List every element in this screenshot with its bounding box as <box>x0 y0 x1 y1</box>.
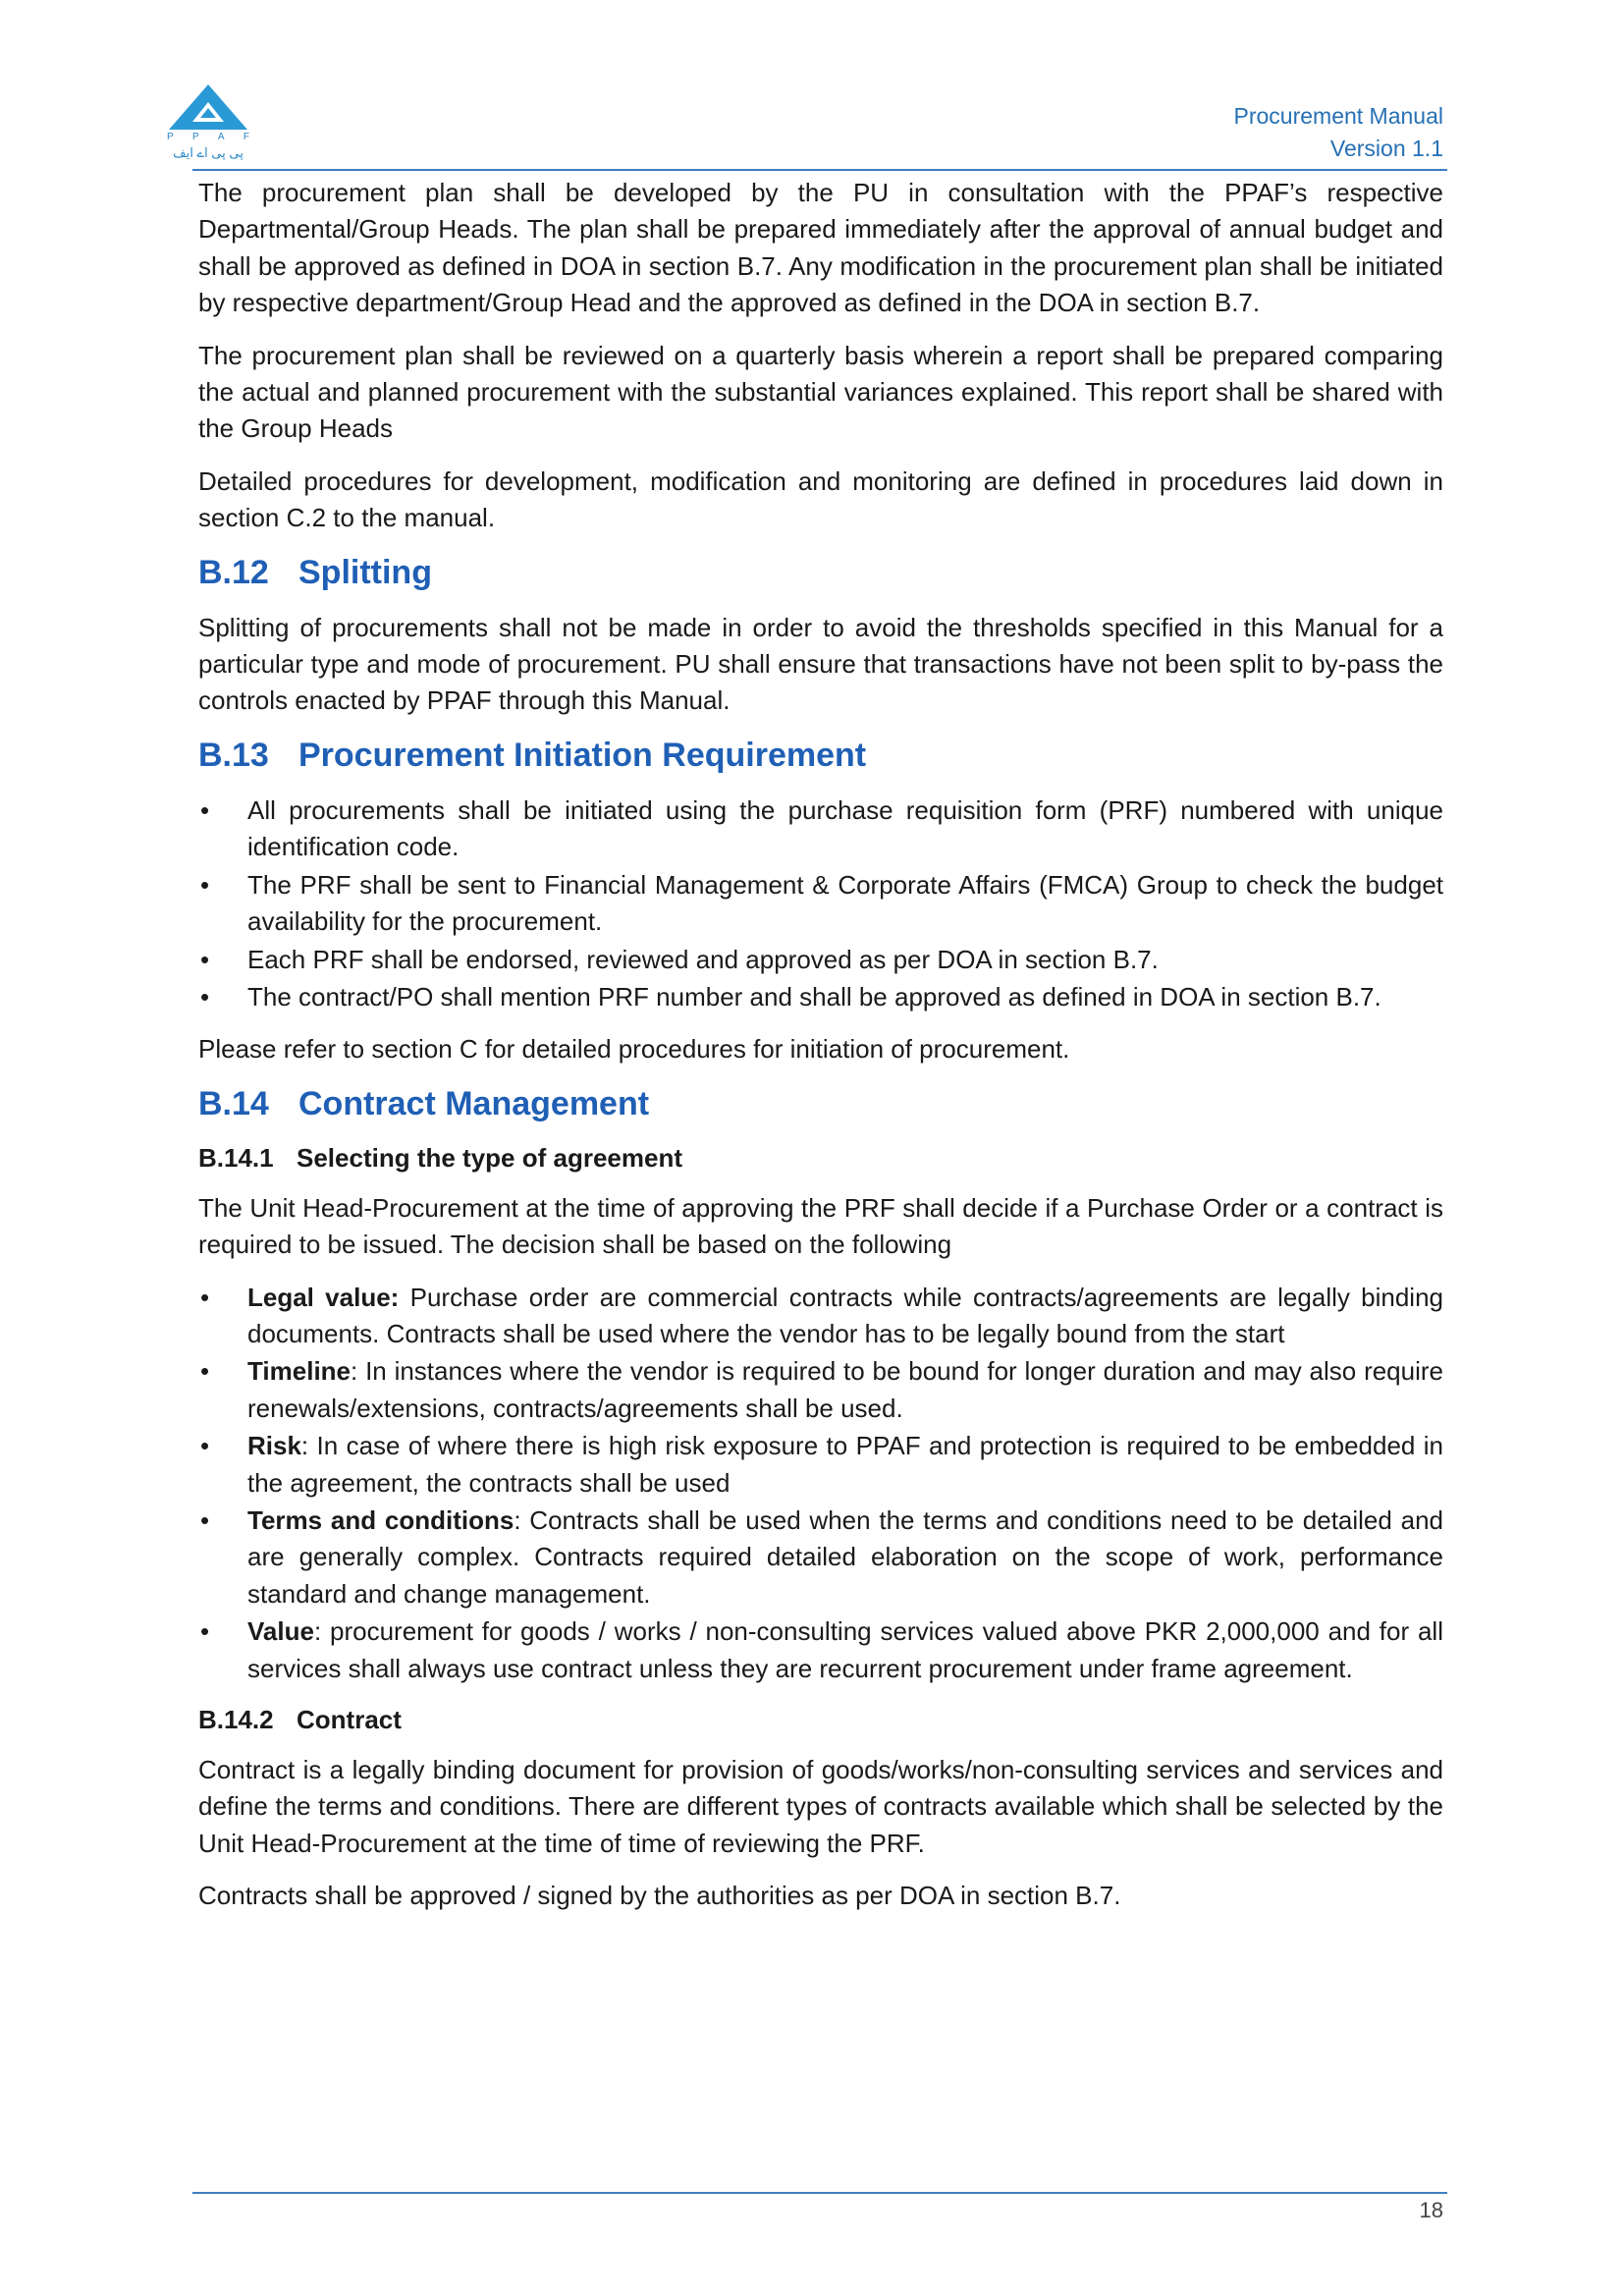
bullet-icon: • <box>200 1356 210 1387</box>
list-item-text: The PRF shall be sent to Financial Management & Corporate Affairs (FMCA) Group to check the budget availability for the procurement. <box>247 869 1443 937</box>
section-heading-b14 <box>198 1084 1443 1123</box>
section-paragraph: The Unit Head-Procurement at the time of approving the PRF shall decide if a Purchase Order or a contract is required to be issued. The decision shall be based on the following <box>198 1192 1443 1260</box>
intro-paragraph: Detailed procedures for development, modification and monitoring are defined in procedures laid down in section C.2 to the manual. <box>198 465 1443 533</box>
ppaf-logo <box>167 82 249 167</box>
logo-urdu-text: پی پی اے ایف <box>173 145 244 160</box>
bullet-icon: • <box>200 981 210 1011</box>
list-item <box>198 1428 1443 1502</box>
header-divider <box>192 169 1447 171</box>
subsection-number: B.14.1 <box>198 1142 274 1173</box>
list-item <box>198 979 1443 1015</box>
list-item-text: Each PRF shall be endorsed, reviewed and approved as per DOA in section B.7. <box>247 944 1159 974</box>
subsection-title: Contract <box>297 1705 402 1734</box>
subsection-title: Selecting the type of agreement <box>297 1142 682 1173</box>
section-title: Procurement Initiation Requirement <box>298 736 867 774</box>
section-paragraph: Please refer to section C for detailed procedures for initiation of procurement. <box>198 1034 1070 1065</box>
section-paragraph: Contracts shall be approved / signed by the authorities as per DOA in section B.7. <box>198 1881 1121 1911</box>
logo-letters <box>167 132 249 142</box>
document-version: Version 1.1 <box>1329 136 1443 161</box>
list-item <box>198 1280 1443 1353</box>
bullet-icon: • <box>200 944 210 974</box>
list-item-text: : procurement for goods / works / non-consulting services valued above PKR 2,000,000 and for all services shall always use contract unless they are recurrent procurement under frame agreement. <box>247 1616 1443 1683</box>
subsection-number: B.14.2 <box>198 1705 274 1734</box>
section-heading-b13 <box>198 736 1443 775</box>
document-header <box>1234 100 1444 165</box>
logo-letter: P <box>167 132 174 142</box>
intro-paragraph: The procurement plan shall be developed by the PU in consultation with the PPAF’s respective Departmental/Group Heads. The plan shall be prepared immediately after the approval of annual budget and shall be approved as defined in DOA in section B.7. Any modification in the procurement plan shall be initiated by respective department/Group Head and the approved as defined in the DOA in section B.7. <box>198 178 1443 318</box>
bullet-icon: • <box>200 1431 210 1461</box>
page-content <box>198 175 1443 1931</box>
list-item <box>198 1613 1443 1687</box>
footer-divider <box>192 2192 1447 2194</box>
list-item-term: Terms and conditions <box>247 1504 514 1535</box>
page-number: 18 <box>1419 2198 1443 2222</box>
bullet-icon: • <box>200 1504 210 1535</box>
section-title: Contract Management <box>298 1084 650 1122</box>
list-item-text: All procurements shall be initiated using the purchase requisition form (PRF) numbered with unique identification code. <box>247 794 1443 862</box>
logo-letter: A <box>217 132 225 142</box>
section-paragraph: Contract is a legally binding document for provision of goods/works/non-consulting services and services and define the terms and conditions. There are different types of contracts available which shall be selected by the Unit Head-Procurement at the time of time of reviewing the PRF. <box>198 1755 1443 1858</box>
list-item-term: Timeline <box>247 1356 352 1387</box>
list-item <box>198 1503 1443 1613</box>
list-item-text: Purchase order are commercial contracts while contracts/agreements are legally binding documents. Contracts shall be used where the vendor has to be legally bound from the start <box>247 1282 1443 1348</box>
bullet-list-b13 <box>198 793 1443 1015</box>
bullet-icon: • <box>200 1282 210 1312</box>
section-paragraph: Splitting of procurements shall not be made in order to avoid the thresholds specified in this Manual for a particular type and mode of procurement. PU shall ensure that transactions have not been split to by-pass the controls enacted by PPAF through this Manual. <box>198 612 1443 716</box>
subsection-heading-b14-2 <box>198 1703 1443 1736</box>
intro-paragraph: The procurement plan shall be reviewed on a quarterly basis wherein a report shall be prepared comparing the actual and planned procurement with the substantial variances explained. This report shall be shared with the Group Heads <box>198 340 1443 444</box>
list-item <box>198 867 1443 941</box>
list-item-term: Risk <box>247 1431 301 1461</box>
subsection-heading-b14-1 <box>198 1141 1443 1175</box>
logo-letter: P <box>191 132 199 142</box>
document-title: Procurement Manual <box>1233 103 1443 129</box>
bullet-icon: • <box>200 869 210 900</box>
section-title: Splitting <box>298 553 432 591</box>
list-item-term: Value <box>247 1616 314 1647</box>
list-item-text: The contract/PO shall mention PRF number and shall be approved as defined in DOA in section B.7. <box>247 981 1381 1011</box>
list-item <box>198 942 1443 978</box>
section-number: B.13 <box>198 736 269 774</box>
section-number: B.12 <box>198 553 269 591</box>
list-item-text: : Contracts shall be used when the terms and conditions need to be detailed and are generally complex. Contracts required detailed elaboration on the scope of work, performance standard and change management. <box>247 1504 1443 1609</box>
list-item-text: : In case of where there is high risk exposure to PPAF and protection is required to be embedded in the agreement, the contracts shall be used <box>247 1431 1443 1498</box>
list-item <box>198 793 1443 866</box>
list-item-term: Legal value: <box>247 1282 400 1312</box>
list-item <box>198 1353 1443 1427</box>
bullet-list-b14-1 <box>198 1280 1443 1687</box>
section-heading-b12 <box>198 553 1443 592</box>
bullet-icon: • <box>200 794 210 825</box>
section-number: B.14 <box>198 1084 269 1122</box>
logo-letter: F <box>243 132 249 142</box>
list-item-text: : In instances where the vendor is required to be bound for longer duration and may also require renewals/extensions, contracts/agreements shall be used. <box>247 1356 1443 1423</box>
ppaf-triangle-logo-icon <box>167 82 249 132</box>
bullet-icon: • <box>200 1616 210 1647</box>
